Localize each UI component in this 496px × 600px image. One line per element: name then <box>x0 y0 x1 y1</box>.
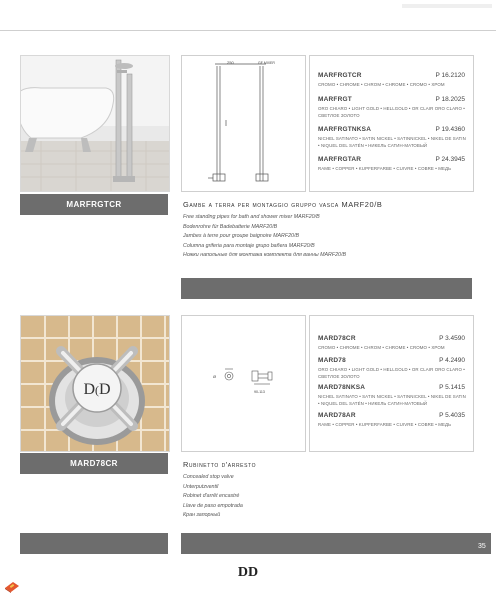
section-divider-bar <box>181 278 472 299</box>
product-price: P 3.4590 <box>439 335 465 342</box>
product-price: P 18.2025 <box>435 96 465 103</box>
product-code: MARFRGT <box>318 96 352 103</box>
description-line: Columna griferia para montaje grupo bañera MARF20/B <box>183 242 315 249</box>
finish-mark: Ø <box>213 374 217 379</box>
product-finish: RAME • COPPER • KUPFERFARBE • CUIVRE • COBRE • МЕДЬ <box>318 422 452 427</box>
page-number: 35 <box>478 543 486 550</box>
dimension-label: 250 <box>227 60 234 65</box>
product-code: MARD78AR <box>318 412 356 419</box>
product-photo-bathtub-legs <box>20 55 170 192</box>
product-photo-stop-valve <box>20 315 170 452</box>
product-code: MARD78CR <box>318 335 356 342</box>
product-price: P 16.2120 <box>435 72 465 79</box>
dimension-label: 90-113 <box>254 390 265 394</box>
description-list <box>183 473 393 521</box>
product-finish: CROMO • CHROME • CHROM • CHROME • CROMO • ХРОМ <box>318 345 445 350</box>
product-code-list <box>309 315 474 452</box>
product-code-list <box>309 55 474 192</box>
product-finish: RAME • COPPER • KUPFERFARBE • CUIVRE • COBRE • МЕДЬ <box>318 166 452 171</box>
product-finish: ORO CHIARO • LIGHT GOLD • HELLGOLD • OR CLAIR ORO CLARO • СВЕТЛОЕ ЗОЛОТО <box>318 367 465 379</box>
section-title: Rubinetto d'arresto <box>183 460 257 469</box>
svg-text:D(D: D(D <box>83 381 111 398</box>
product-code: MARFRGTCR <box>318 72 362 79</box>
product-price: P 4.2490 <box>439 357 465 364</box>
footer-bar-right <box>181 533 491 554</box>
description-line: Free standing pipes for bath and shower mixer MARF20/B <box>183 214 320 220</box>
description-line: Jambes à terre pour groupe baignoire MARF20/B <box>183 233 300 239</box>
product-price: P 24.3945 <box>435 156 465 163</box>
brand-logo <box>232 563 264 579</box>
product-finish: CROMO • CHROME • CHROM • CHROME • CROMO • ХРОМ <box>318 82 445 87</box>
product-finish: NICHEL SATINATO • SATIN NICKEL • SATINNICKEL • NIKEL DE SATIN • NIQUEL DEL SATÉN • НИКЕЛЬ САТИН-МАТОВЫЙ <box>318 394 466 406</box>
technical-drawing <box>181 55 306 192</box>
section-title: Gambe a terra per montaggio gruppo vasca MARF20/B <box>183 200 383 209</box>
product-finish: NICHEL SATINATO • SATIN NICKEL • SATINNICKEL • NIKEL DE SATIN • NIQUEL DEL SATÉN • НИКЕЛЬ САТИН-МАТОВЫЙ <box>318 136 466 148</box>
top-divider <box>0 30 496 31</box>
description-line: Unterputzventil <box>183 483 219 490</box>
product-caption: MARD78CR <box>20 453 168 474</box>
product-price: P 5.4035 <box>439 412 465 419</box>
description-line: Кран запорный <box>183 512 221 518</box>
description-line: Llave de paso empotrada <box>183 502 243 509</box>
product-price: P 19.4360 <box>435 126 465 133</box>
technical-drawing <box>181 315 306 452</box>
product-caption: MARFRGTCR <box>20 194 168 215</box>
product-code: MARD78NKSA <box>318 384 366 391</box>
description-line: Ножки напольные для монтажа комплекта для ванны MARF20/B <box>183 252 347 258</box>
product-finish: ORO CHIARO • LIGHT GOLD • HELLGOLD • OR CLAIR ORO CLARO • СВЕТЛОЕ ЗОЛОТО <box>318 106 465 118</box>
description-line: Concealed stop valve <box>183 474 234 480</box>
logo-text: DD <box>237 565 259 579</box>
description-line: Bodenrohre für Badebatterie MARF20/B <box>183 223 278 230</box>
dimension-label: GF MIXER <box>258 61 275 65</box>
footer-bar-left <box>20 533 168 554</box>
product-price: P 5.1415 <box>439 384 465 391</box>
header-strip <box>402 4 492 8</box>
description-line: Robinet d'arrêt encastré <box>183 493 240 499</box>
product-code: MARD78 <box>318 357 346 364</box>
product-code: MARFRGTNKSA <box>318 126 372 133</box>
description-list <box>183 213 393 261</box>
product-code: MARFRGTAR <box>318 156 362 163</box>
catalog-badge-icon <box>4 580 20 594</box>
